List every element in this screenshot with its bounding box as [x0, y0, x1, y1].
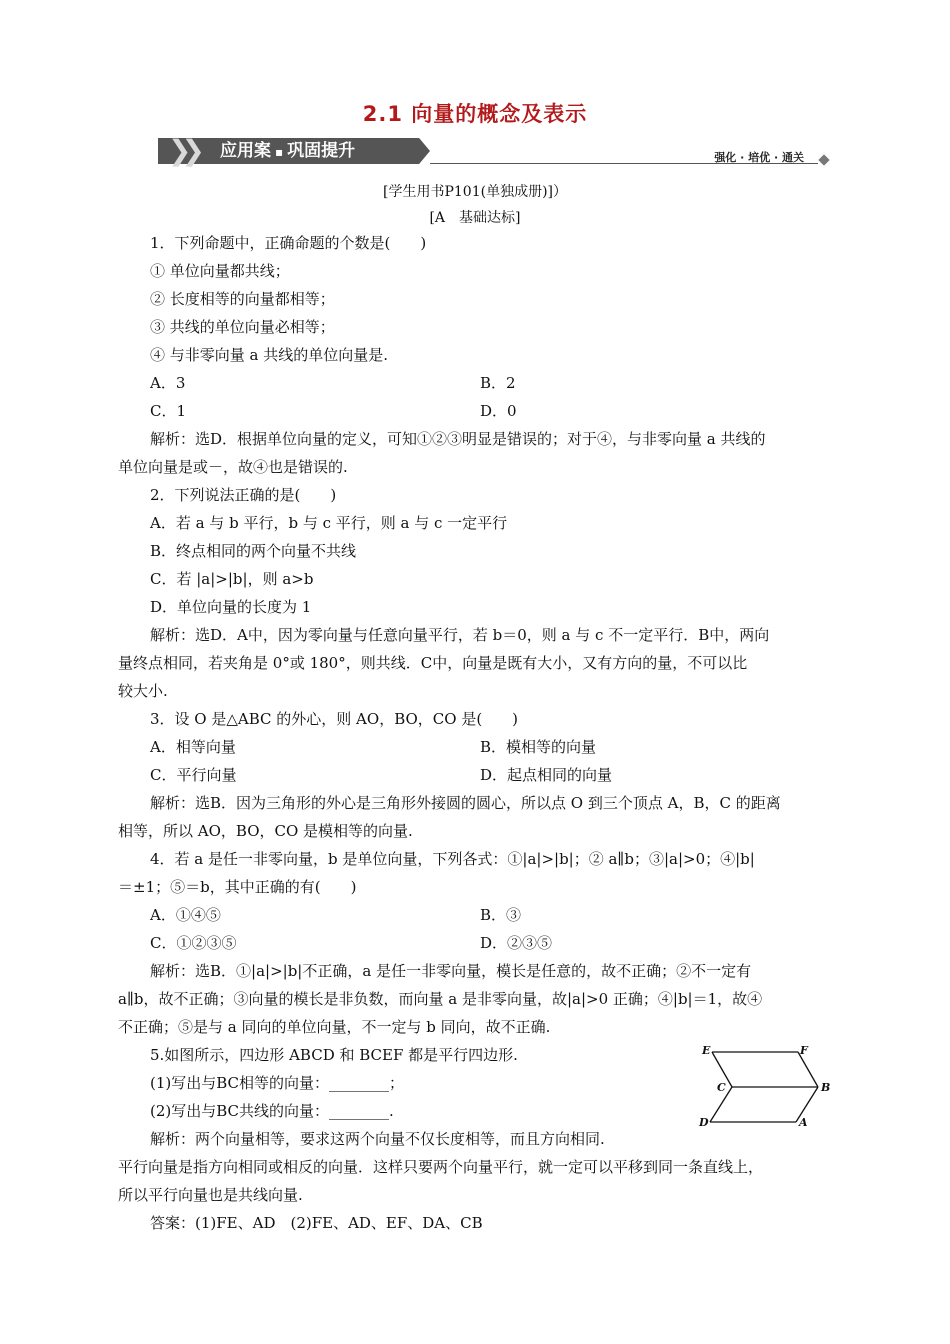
q5-stem: 5.如图所示，四边形 ABCD 和 BCEF 都是平行四边形.	[150, 1046, 518, 1064]
q1-prop-2: ② 长度相等的向量都相等；	[150, 290, 335, 308]
vertex-label-c: C	[717, 1081, 726, 1094]
q1-option-a: A．3	[150, 374, 186, 392]
q2-option-c: C．若 |a|>|b|，则 a>b	[150, 570, 314, 588]
q3-option-b: B．模相等的向量	[480, 738, 597, 756]
q5-answer-line-2: 平行向量是指方向相同或相反的向量．这样只要两个向量平行，就一定可以平移到同一条直线上，	[118, 1158, 764, 1176]
q2-stem: 2．下列说法正确的是( )	[150, 486, 337, 504]
q1-prop-4: ④ 与非零向量 a 共线的单位向量是.	[150, 346, 389, 364]
q4-option-d: D．②③⑤	[480, 934, 553, 952]
banner-label	[220, 139, 355, 163]
q1-prop-1: ① 单位向量都共线；	[150, 262, 290, 280]
q3-option-c: C．平行向量	[150, 766, 237, 784]
q1-answer-line-2: 单位向量是或－，故④也是错误的.	[118, 458, 348, 476]
source-note: [学生用书P101(单独成册)]）	[383, 184, 567, 200]
banner-label-b: 巩固提升	[287, 141, 356, 161]
vertex-label-f: F	[800, 1044, 808, 1057]
q2-answer-line-1: 解析：选D．A中，因为零向量与任意向量平行，若 b＝0，则 a 与 c 不一定平行．B中，两向	[150, 626, 770, 644]
vertex-label-e: E	[702, 1044, 711, 1057]
q4-answer-line-2: a∥b，故不正确；③向量的模长是非负数，而向量 a 是非零向量，故|a|>0 正确；④|b|＝1，故④	[118, 990, 763, 1008]
chevron-double-icon: ❯❯	[168, 134, 195, 167]
diamond-icon	[818, 154, 829, 165]
banner-tagline: 强化 · 培优 · 通关	[714, 151, 804, 164]
banner-label-a: 应用案	[220, 141, 271, 161]
q3-option-a: A．相等向量	[150, 738, 236, 756]
q3-option-d: D．起点相同的向量	[480, 766, 613, 784]
q4-answer-line-1: 解析：选B．①|a|>|b|不正确，a 是任一非零向量，模长是任意的，故不正确；②不一定有	[150, 962, 752, 980]
q5-sub-2: (2)写出与BC共线的向量：________.	[150, 1102, 394, 1120]
q5-answer-line-3: 所以平行向量也是共线向量.	[118, 1186, 303, 1204]
q4-stem-line-2: ＝±1；⑤＝b，其中正确的有( )	[118, 878, 357, 896]
q3-stem: 3．设 O 是△ABC 的外心，则 AO，BO，CO 是( )	[150, 710, 519, 728]
q4-stem-line-1: 4．若 a 是任一非零向量，b 是单位向量，下列各式：①|a|>|b|；② a∥b；③|a|>0；④|b|	[150, 850, 755, 868]
q1-option-c: C．1	[150, 402, 187, 420]
q5-answer-line-1: 解析：两个向量相等，要求这两个向量不仅长度相等，而且方向相同.	[150, 1130, 605, 1148]
q2-answer-line-2: 量终点相同，若夹角是 0°或 180°，则共线．C中，向量是既有大小，又有方向的量，不可以比	[118, 654, 748, 672]
q1-option-d: D．0	[480, 402, 517, 420]
q2-option-b: B．终点相同的两个向量不共线	[150, 542, 357, 560]
banner-separator: ▪	[275, 145, 284, 159]
q2-answer-line-3: 较大小.	[118, 682, 168, 700]
q4-option-c: C．①②③⑤	[150, 934, 237, 952]
q4-option-a: A．①④⑤	[150, 906, 221, 924]
q1-option-b: B．2	[480, 374, 516, 392]
q4-option-b: B．③	[480, 906, 522, 924]
q4-answer-line-3: 不正确；⑤是与 a 同向的单位向量，不一定与 b 同向，故不正确.	[118, 1018, 551, 1036]
q2-option-d: D．单位向量的长度为 1	[150, 598, 312, 616]
q1-prop-3: ③ 共线的单位向量必相等；	[150, 318, 335, 336]
vertex-label-b: B	[821, 1081, 831, 1094]
vertex-label-a: A	[799, 1116, 808, 1129]
page-title: 2.1 向量的概念及表示	[362, 102, 588, 126]
q5-final-answer: 答案：(1)FE、AD (2)FE、AD、EF、DA、CB	[150, 1214, 483, 1232]
section-banner	[158, 136, 830, 168]
level-heading: [A 基础达标]	[429, 210, 521, 226]
q3-answer-line-2: 相等，所以 AO，BO，CO 是模相等的向量.	[118, 822, 413, 840]
vertex-label-d: D	[699, 1116, 709, 1129]
q2-option-a: A．若 a 与 b 平行，b 与 c 平行，则 a 与 c 一定平行	[150, 514, 508, 532]
q1-answer-line-1: 解析：选D．根据单位向量的定义，可知①②③明显是错误的；对于④，与非零向量 a 共线的	[150, 430, 766, 448]
q5-sub-1: (1)写出与BC相等的向量：________；	[150, 1074, 405, 1092]
parallelogram-figure	[690, 1040, 840, 1132]
q3-answer-line-1: 解析：选B．因为三角形的外心是三角形外接圆的圆心，所以点 O 到三个顶点 A，B，C 的距离	[150, 794, 781, 812]
q1-stem: 1．下列命题中，正确命题的个数是( )	[150, 234, 427, 252]
